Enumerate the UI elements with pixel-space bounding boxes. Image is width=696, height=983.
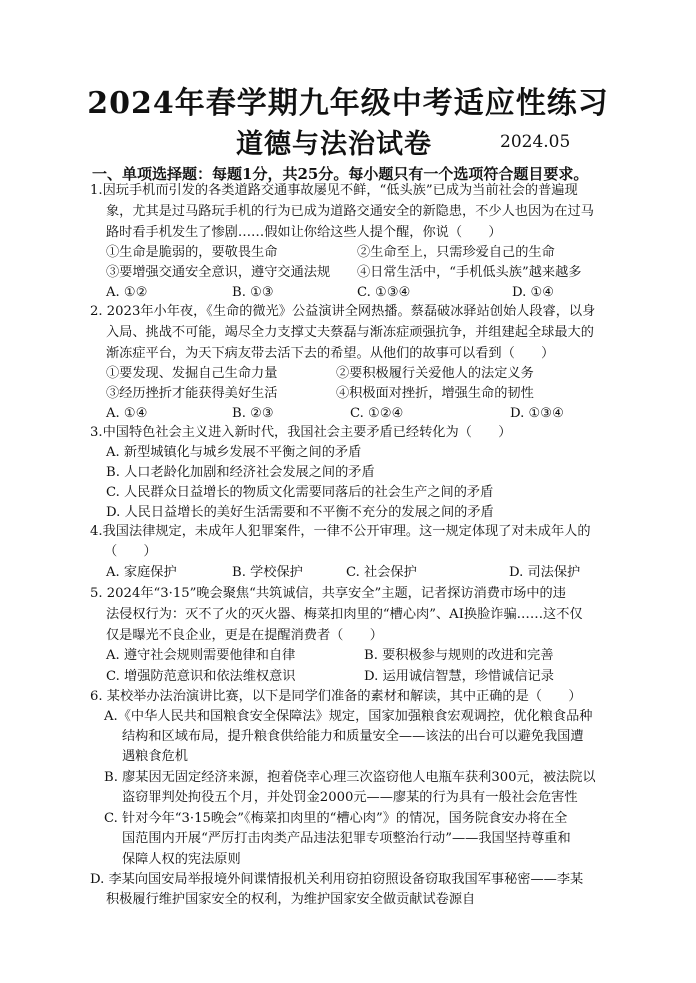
option-b: B. ①③ — [232, 285, 274, 300]
option-a-line: 结构和区域布局，提升粮食供给能力和质量安全——该法的出台可以避免我国遭 — [122, 729, 584, 744]
option-c: C. 社会保护 — [346, 565, 417, 580]
statement: ②生命至上，只需珍爱自己的生命 — [357, 245, 555, 260]
question-line: 法侵权行为：灭不了火的灭火器、梅菜扣肉里的“槽心肉”、AI换脸诈骗……这不仅 — [106, 607, 583, 622]
option-b: B. 人口老龄化加剧和经济社会发展之间的矛盾 — [106, 465, 375, 480]
question-line: 2. 2023年小年夜，《生命的微光》公益演讲全网热播。蔡磊破冰驿站创始人段睿，以身 — [90, 304, 596, 319]
option-d: D. 人民日益增长的美好生活需要和不平衡不充分的发展之间的矛盾 — [106, 505, 494, 520]
section-heading: 一、单项选择题：每题1分，共25分。每小题只有一个选项符合题目要求。 — [92, 165, 589, 183]
statement: ③经历挫折才能获得美好生活 — [106, 386, 278, 401]
question-line: 路时看手机发生了惨剧……假如让你给这些人提个醒，你说（ ） — [106, 225, 502, 240]
statement: ③要增强交通安全意识，遵守交通法规 — [106, 265, 331, 280]
option-d: D. ①③④ — [510, 406, 564, 421]
option-a: A. 新型城镇化与城乡发展不平衡之间的矛盾 — [106, 445, 362, 460]
exam-subtitle: 道德与法治试卷 — [236, 129, 432, 160]
option-d: D. ①④ — [512, 285, 555, 300]
option-b-line: B. 廖某因无固定经济来源，抱着侥幸心理三次盗窃他人电瓶车获利300元，被法院以 — [104, 770, 596, 785]
option-c-line: 保障人权的宪法原则 — [122, 852, 241, 867]
question-line: 6. 某校举办法治演讲比赛，以下是同学们准备的素材和解读，其中正确的是（ ） — [90, 689, 582, 704]
option-a-line: 遇粮食危机 — [122, 749, 188, 764]
question-line: （ ） — [104, 544, 157, 559]
option-b: B. 要积极参与规则的改进和完善 — [364, 648, 554, 663]
question-line: 仅是曝光不良企业，更是在提醒消费者（ ） — [106, 628, 383, 643]
option-a: A. ①② — [106, 285, 148, 300]
option-c-line: C. 针对今年“3·15晚会”《梅菜扣肉里的“槽心肉”》的情况，国务院食安办将在全 — [104, 811, 568, 826]
option-d-line: 积极履行维护国家安全的权利，为维护国家安全做贡献试卷源自 — [106, 892, 476, 907]
statement: ④日常生活中，“手机低头族”越来越多 — [357, 265, 582, 280]
option-a-line: A.《中华人民共和国粮食安全保障法》规定，国家加强粮食宏观调控，优化粮食品种 — [104, 709, 593, 724]
question-line: 3.中国特色社会主义进入新时代，我国社会主要矛盾已经转化为（ ） — [90, 425, 512, 440]
option-c: C. 人民群众日益增长的物质文化需要同落后的社会生产之间的矛盾 — [106, 485, 494, 500]
option-d: D. 运用诚信智慧，珍惜诚信记录 — [364, 669, 554, 684]
option-c: C. 增强防范意识和依法维权意识 — [106, 669, 296, 684]
exam-date: 2024.05 — [500, 132, 571, 152]
option-d: D. 司法保护 — [509, 565, 581, 580]
question-line: 1.因玩手机而引发的各类道路交通事故屡见不鲜，“低头族”已成为当前社会的普遍现 — [90, 183, 578, 198]
question-line: 入局、挑战不可能，竭尽全力支撑丈夫蔡磊与渐冻症顽强抗争，并组建起全球最大的 — [106, 325, 594, 340]
option-b: B. ②③ — [232, 406, 274, 421]
statement: ④积极面对挫折，增强生命的韧性 — [336, 386, 534, 401]
option-b: B. 学校保护 — [232, 565, 303, 580]
option-b-line: 盗窃罪判处拘役五个月，并处罚金2000元——廖某的行为具有一般社会危害性 — [122, 790, 578, 805]
option-c: C. ①③④ — [357, 285, 411, 300]
option-a: A. 家庭保护 — [106, 565, 177, 580]
option-a: A. 遵守社会规则需要他律和自律 — [106, 648, 296, 663]
question-line: 4.我国法律规定，未成年人犯罪案件，一律不公开审理。这一规定体现了对未成年人的 — [90, 524, 591, 539]
option-c-line: 国范围内开展“严厉打击肉类产品违法犯罪专项整治行动”——我国坚持尊重和 — [122, 831, 571, 846]
statement: ①要发现、发掘自己生命力量 — [106, 366, 278, 381]
option-c: C. ①②④ — [350, 406, 404, 421]
question-line: 渐冻症平台，为天下病友带去活下去的希望。从他们的故事可以看到（ ） — [106, 346, 555, 361]
statement: ②要积极履行关爱他人的法定义务 — [336, 366, 534, 381]
option-d-line: D. 李某向国安局举报境外间谍情报机关利用窃拍窃照设备窃取我国军事秘密——李某 — [90, 872, 584, 887]
statement: ①生命是脆弱的，要敬畏生命 — [106, 245, 278, 260]
exam-title: 2024年春学期九年级中考适应性练习 — [87, 86, 609, 121]
question-line: 象，尤其是过马路玩手机的行为已成为道路交通安全的新隐患，不少人也因为在过马 — [106, 204, 594, 219]
option-a: A. ①④ — [106, 406, 148, 421]
question-line: 5. 2024年“3·15”晚会聚焦“共筑诚信，共享安全”主题，记者探访消费市场中的违 — [90, 586, 566, 601]
